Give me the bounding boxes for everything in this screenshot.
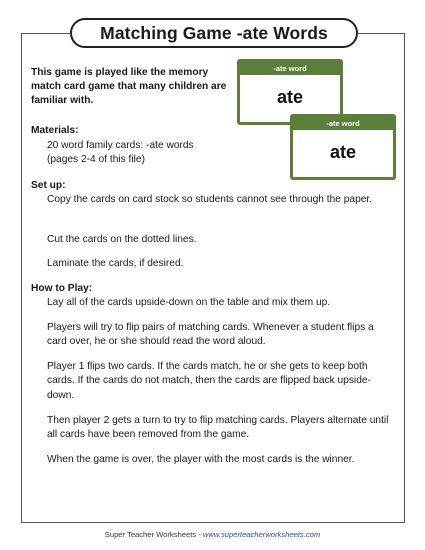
howto-step: Players will try to flip pairs of matching cards. Whenever a student flips a card over, he or she should read the word aloud. — [47, 322, 374, 348]
card-header: -ate word — [293, 117, 393, 130]
card-word: ate — [329, 142, 356, 162]
materials-line: (pages 2-4 of this file) — [47, 154, 145, 165]
setup-heading: Set up: — [31, 180, 66, 191]
materials-heading: Materials: — [31, 125, 79, 136]
intro-text: This game is played like the memory match card game that many children are familiar with. — [31, 67, 227, 106]
card-word: ate — [276, 87, 303, 107]
footer-brand: Super Teacher Worksheets — [104, 530, 197, 539]
howto-step: When the game is over, the player with the most cards is the winner. — [47, 454, 355, 465]
materials-line: 20 word family cards: -ate words — [47, 140, 194, 151]
setup-step: Copy the cards on card stock so students cannot see through the paper. — [47, 194, 373, 205]
setup-step: Cut the cards on the dotted lines. — [47, 234, 197, 245]
howto-heading: How to Play: — [31, 283, 93, 294]
footer-link[interactable]: www.superteacherworksheets.com — [202, 530, 321, 539]
card-header: -ate word — [240, 62, 340, 75]
howto-step: Player 1 flips two cards. If the cards match, he or she gets to keep both cards. If the cards do not match, then the cards are flipped back upside-down. — [47, 361, 371, 401]
page-title: Matching Game -ate Words — [70, 18, 358, 48]
howto-step: Then player 2 gets a turn to try to flip matching cards. Players alternate until all cards have been removed from the game. — [47, 415, 389, 441]
word-card — [290, 114, 396, 180]
footer-separator: - — [196, 530, 203, 539]
setup-step: Laminate the cards, if desired. — [47, 258, 184, 269]
footer — [0, 530, 425, 539]
howto-step: Lay all of the cards upside-down on the table and mix them up. — [47, 297, 331, 308]
